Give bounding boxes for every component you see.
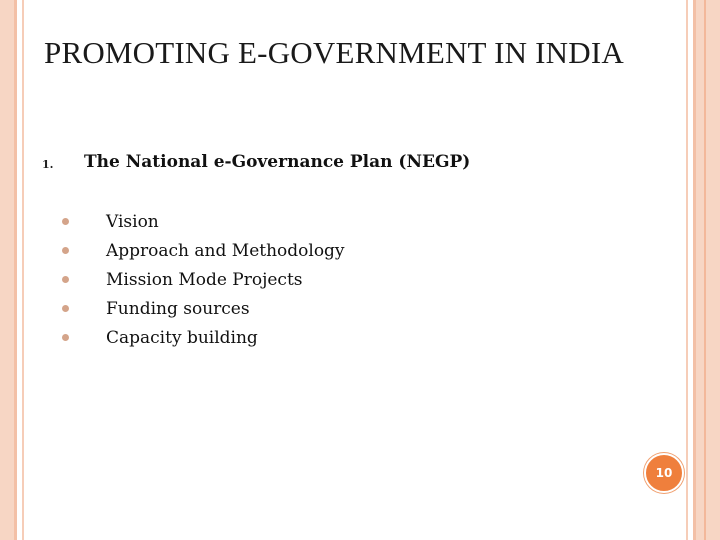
bullet-item-approach (62, 237, 622, 266)
bullet-item-vision (62, 208, 622, 237)
bullet-dot-icon (62, 276, 69, 283)
bullet-text: Approach and Methodology (106, 241, 345, 261)
bullet-dot-icon (62, 218, 69, 225)
left-border-line (22, 0, 24, 540)
bullet-dot-icon (62, 334, 69, 341)
right-border-line (686, 0, 688, 540)
bullet-text: Mission Mode Projects (106, 270, 303, 290)
bullet-dot-icon (62, 247, 69, 254)
numbered-item-text: The National e-Governance Plan (NEGP) (84, 152, 471, 172)
left-border-decoration (0, 0, 17, 540)
bullet-text: Funding sources (106, 299, 250, 319)
bullet-item-mission-mode (62, 266, 622, 295)
bullet-item-capacity (62, 324, 622, 353)
bullet-text: Capacity building (106, 328, 258, 348)
bullet-item-funding (62, 295, 622, 324)
right-border-inner-line (704, 0, 706, 540)
bullet-list (62, 208, 622, 353)
page-number: 10 (655, 466, 673, 480)
bullet-dot-icon (62, 305, 69, 312)
bullet-text: Vision (106, 212, 159, 232)
page-number-badge (644, 453, 684, 493)
numbered-item-number: 1. (42, 158, 54, 171)
numbered-item (42, 152, 662, 178)
right-border-decoration (693, 0, 720, 540)
slide-title: PROMOTING E-GOVERNMENT IN INDIA (44, 35, 624, 70)
